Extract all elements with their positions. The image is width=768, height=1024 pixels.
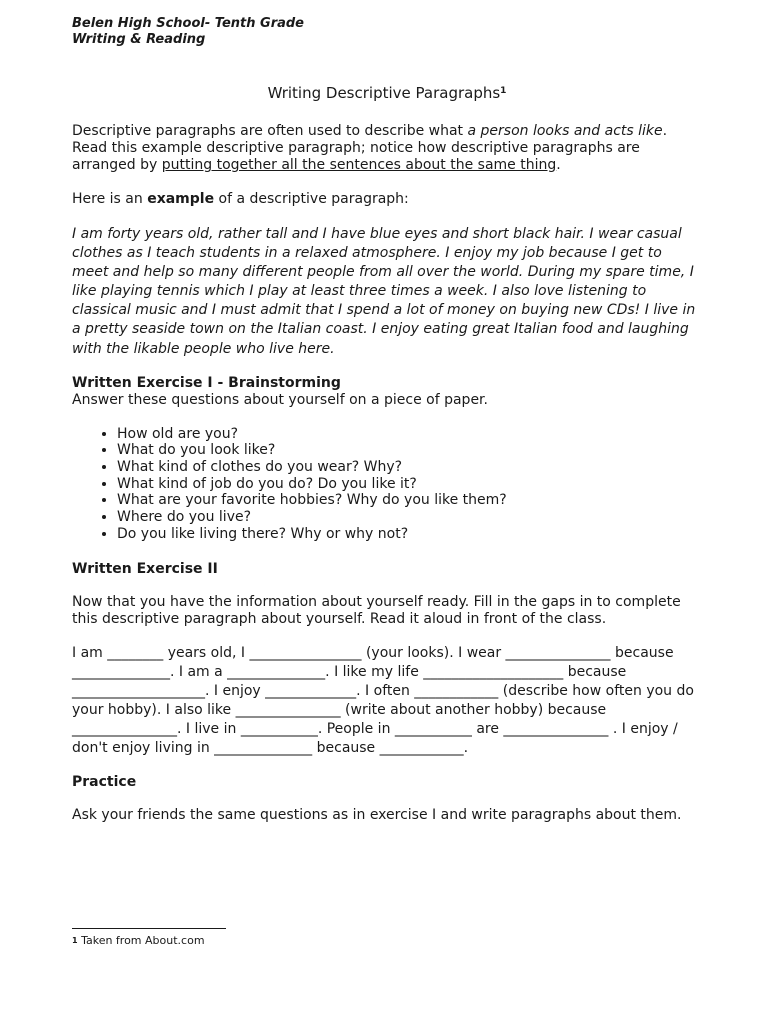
example-intro (72, 191, 702, 208)
question-item: • Where do you live? (117, 509, 702, 526)
intro-paragraph (72, 123, 702, 174)
title-footnote-ref: 1 (500, 86, 507, 96)
exercise1-instruction: Answer these questions about yourself on a piece of paper. (72, 391, 488, 408)
fill-in-paragraph: I am ________ years old, I ________________ (your looks). I wear _______________ because ______________. I am a ______________. I like my life ____________________ because ___________________. I enjoy _____________. I often ____________ (describe how often you do your hobby). I also like _______________ (write about another hobby) because _______________. I live in ___________. People in ___________ are _______________ . I enjoy / don't enjoy living in ______________ because ____________. (72, 644, 694, 757)
exercise2-instruction: Now that you have the information about yourself ready. Fill in the gaps in to complete this descriptive paragraph about yourself. Read it aloud in front of the class. (72, 593, 681, 627)
exercise2-heading: Written Exercise II (72, 560, 218, 577)
footnote-divider (72, 928, 226, 929)
intro-text-2: . Read this example descriptive paragraph; notice how descriptive paragraphs are arranged by (72, 123, 668, 173)
intro-underlined: putting together all the sentences about the same thing (161, 157, 557, 173)
footnote-number: 1 (72, 936, 78, 945)
intro-text-3: . (556, 157, 561, 173)
example-intro-text-1: Here is an (72, 191, 148, 207)
question-item: • What kind of job do you do? Do you like it? (117, 476, 702, 493)
question-item: • What do you look like? (117, 442, 702, 459)
worksheet-page (72, 16, 702, 824)
question-item: • Do you like living there? Why or why not? (117, 526, 702, 543)
intro-text-1: Descriptive paragraphs are often used to describe what (72, 123, 468, 139)
example-paragraph: I am forty years old, rather tall and I have blue eyes and short black hair. I wear casual clothes as I teach students in a relaxed atmosphere. I enjoy my job because I get to meet and help so many different people from all over the world. During my spare time, I like playing tennis which I play at least three times a week. I also love listening to classical music and I must admit that I spend a lot of money on buying new CDs! I live in a pretty seaside town on the Italian coast. I enjoy eating great Italian food and laughing with the likable people who live here. (72, 226, 696, 357)
question-item: • What kind of clothes do you wear? Why? (117, 459, 702, 476)
page-title (72, 84, 702, 102)
footnote-text: Taken from About.com (77, 934, 205, 947)
practice-text: Ask your friends the same questions as in exercise I and write paragraphs about them. (72, 807, 682, 824)
course-name: Writing & Reading (72, 32, 206, 47)
footnote (72, 934, 205, 948)
question-item: • How old are you? (117, 426, 702, 443)
exercise1-heading: Written Exercise I - Brainstorming (72, 374, 341, 391)
example-intro-bold: example (147, 191, 215, 207)
exercise1-question-list (72, 426, 702, 543)
example-intro-text-2: of a descriptive paragraph: (214, 191, 409, 207)
title-text: Writing Descriptive Paragraphs (267, 84, 501, 102)
intro-emphasis: a person looks and acts like (467, 123, 663, 139)
question-item: • What are your favorite hobbies? Why do you like them? (117, 492, 702, 509)
school-name: Belen High School- Tenth Grade (72, 16, 305, 31)
practice-heading: Practice (72, 774, 137, 791)
